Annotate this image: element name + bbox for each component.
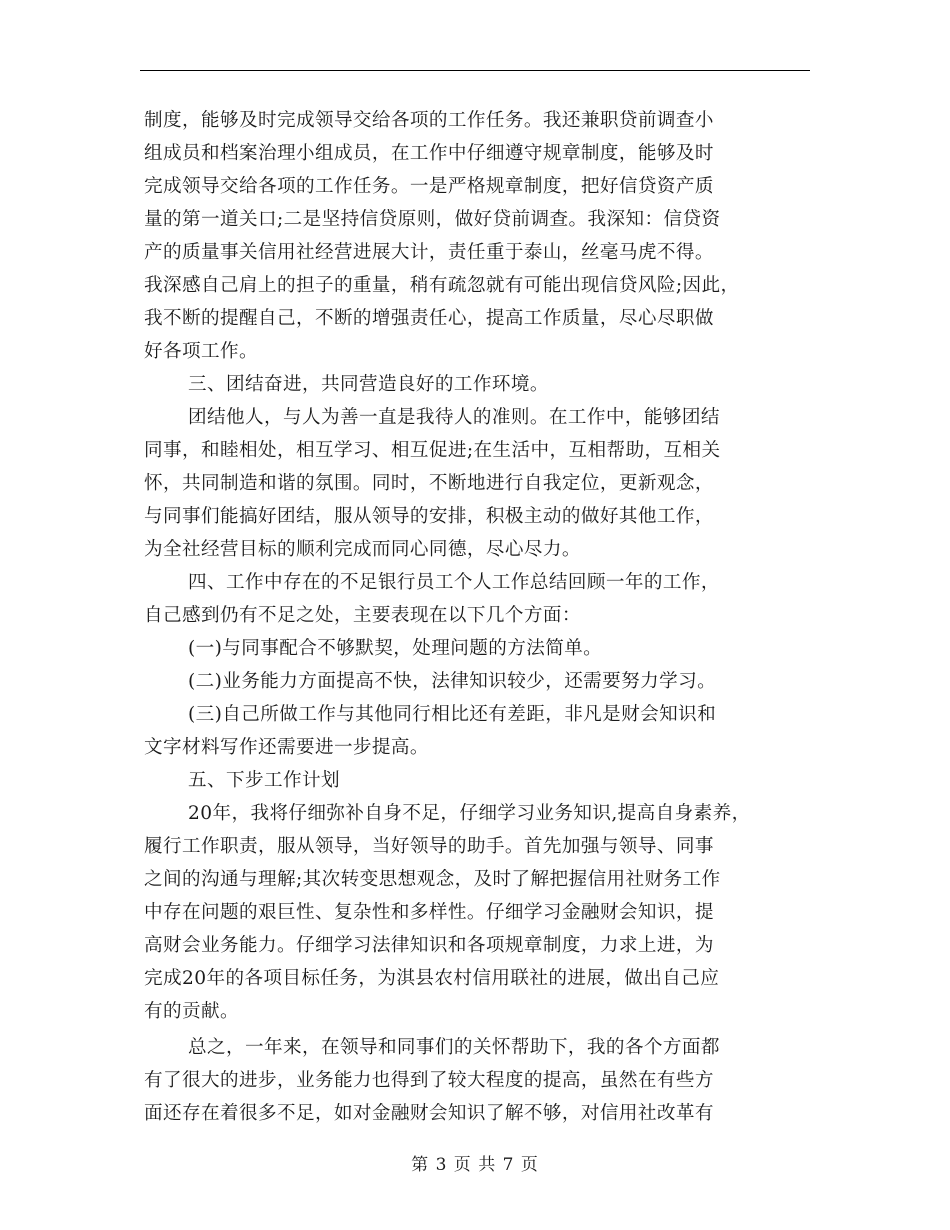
- list-item: (三)自己所做工作与其他同行相比还有差距，非凡是财会知识和: [188, 704, 717, 725]
- text-line: 之间的沟通与理解;其次转变思想观念，及时了解把握信用社财务工作: [144, 869, 721, 890]
- text-line: 中存在问题的艰巨性、复杂性和多样性。仔细学习金融财会知识，提: [144, 902, 714, 923]
- text-line: 产的质量事关信用社经营进展大计，责任重于泰山，丝毫马虎不得。: [144, 242, 714, 263]
- section-heading: 五、下步工作计划: [188, 770, 340, 791]
- text-line: 面还存在着很多不足，如对金融财会知识了解不够，对信用社改革有: [144, 1103, 714, 1124]
- section-heading: 三、团结奋进，共同营造良好的工作环境。: [188, 374, 549, 395]
- text-line: 完成领导交给各项的工作任务。一是严格规章制度，把好信贷资产质: [144, 176, 714, 197]
- text-line: 自己感到仍有不足之处，主要表现在以下几个方面：: [144, 605, 581, 626]
- text-line: 为全社经营目标的顺利完成而同心同德，尽心尽力。: [144, 539, 581, 560]
- text-line: 有的贡献。: [144, 1001, 239, 1022]
- text-line: 好各项工作。: [144, 341, 258, 362]
- text-line: 与同事们能搞好团结，服从领导的安排，积极主动的做好其他工作，: [144, 506, 714, 527]
- page-number-footer: 第 3 页 共 7 页: [411, 1155, 539, 1175]
- text-line: 文字材料写作还需要进一步提高。: [144, 737, 429, 758]
- list-item: (一)与同事配合不够默契，处理问题的方法简单。: [188, 638, 603, 659]
- text-line: 制度，能够及时完成领导交给各项的工作任务。我还兼职贷前调查小: [144, 110, 714, 131]
- text-line: 高财会业务能力。仔细学习法律知识和各项规章制度，力求上进，为: [144, 935, 714, 956]
- text-line: 20年，我将仔细弥补自身不足，仔细学习业务知识,提高自身素养，: [188, 803, 751, 824]
- text-line: 有了很大的进步，业务能力也得到了较大程度的提高，虽然在有些方: [144, 1070, 714, 1091]
- text-line: 履行工作职责，服从领导，当好领导的助手。首先加强与领导、同事: [144, 836, 714, 857]
- document-body: [0, 104, 950, 1130]
- section-heading: 四、工作中存在的不足银行员工个人工作总结回顾一年的工作，: [188, 572, 720, 593]
- text-line: 我不断的提醒自己，不断的增强责任心，提高工作质量，尽心尽职做: [144, 308, 714, 329]
- text-line: 怀，共同制造和谐的氛围。同时，不断地进行自我定位，更新观念，: [144, 473, 714, 494]
- text-line: 团结他人，与人为善一直是我待人的准则。在工作中，能够团结: [188, 407, 720, 428]
- text-line: 量的第一道关口;二是坚持信贷原则，做好贷前调查。我深知：信贷资: [144, 209, 721, 230]
- text-line: 完成20年的各项目标任务，为淇县农村信用联社的进展，做出自己应: [144, 968, 720, 989]
- list-item: (二)业务能力方面提高不快，法律知识较少，还需要努力学习。: [188, 671, 717, 692]
- text-line: 同事，和睦相处，相互学习、相互促进;在生活中，互相帮助，互相关: [144, 440, 721, 461]
- header-rule: [140, 70, 810, 71]
- text-line: 我深感自己肩上的担子的重量，稍有疏忽就有可能出现信贷风险;因此，: [144, 275, 740, 296]
- text-line: 总之，一年来，在领导和同事们的关怀帮助下，我的各个方面都: [188, 1037, 720, 1058]
- text-line: 组成员和档案治理小组成员，在工作中仔细遵守规章制度，能够及时: [144, 143, 714, 164]
